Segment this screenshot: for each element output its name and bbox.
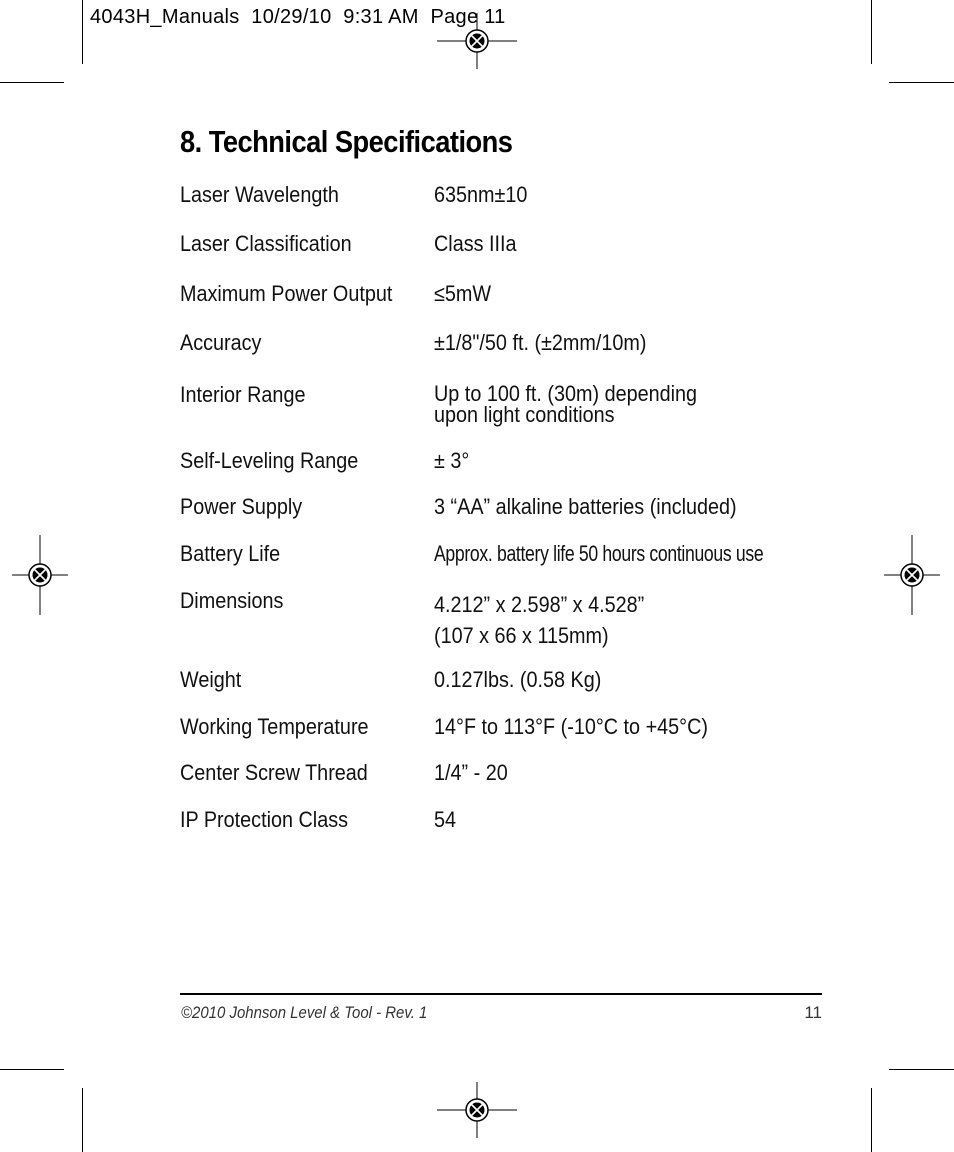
spec-value: ± 3°: [434, 448, 470, 473]
spec-value: ±1/8"/50 ft. (±2mm/10m): [434, 330, 647, 355]
slug-date: 10/29/10: [251, 6, 332, 28]
spec-label: Power Supply: [180, 494, 303, 519]
spec-label: Battery Life: [180, 541, 281, 566]
spec-value: 3 “AA” alkaline batteries (included): [434, 494, 737, 519]
spec-value-line-2: (107 x 66 x 115mm): [434, 623, 609, 648]
crop-mark-top-right-horizontal: [889, 82, 954, 83]
spec-value: 14°F to 113°F (-10°C to +45°C): [434, 714, 708, 739]
spec-label: Self-Leveling Range: [180, 448, 359, 473]
registration-mark-bottom-icon: [437, 1070, 517, 1150]
registration-mark-right-icon: [872, 535, 952, 615]
crop-mark-bottom-right-horizontal: [889, 1069, 954, 1070]
crop-mark-bottom-right-vertical: [871, 1088, 872, 1152]
spec-value: Approx. battery life 50 hours continuous use: [434, 541, 764, 566]
spec-value: [434, 383, 697, 425]
slug-file: 4043H_Manuals: [90, 6, 240, 28]
crop-mark-top-left-vertical: [82, 0, 83, 64]
crop-mark-top-left-horizontal: [0, 82, 64, 83]
crop-mark-top-right-vertical: [871, 0, 872, 64]
section-title: 8. Technical Specifications: [180, 124, 513, 159]
spec-label: Interior Range: [180, 382, 306, 407]
footer-divider: [180, 993, 822, 995]
spec-label: IP Protection Class: [180, 807, 349, 832]
spec-label: Dimensions: [180, 588, 284, 613]
spec-value: ≤5mW: [434, 281, 492, 306]
spec-value-line-2: upon light conditions: [434, 402, 615, 427]
spec-label: Laser Classification: [180, 231, 352, 256]
slug-page: Page 11: [430, 6, 506, 28]
spec-value-line-1: 4.212” x 2.598” x 4.528”: [434, 592, 645, 617]
spec-label: Maximum Power Output: [180, 281, 393, 306]
registration-mark-left-icon: [0, 535, 80, 615]
spec-value: 1/4” - 20: [434, 760, 508, 785]
spec-value: 0.127lbs. (0.58 Kg): [434, 667, 602, 692]
spec-label: Center Screw Thread: [180, 760, 368, 785]
footer-copyright: ©2010 Johnson Level & Tool - Rev. 1: [181, 1003, 428, 1022]
spec-label: Accuracy: [180, 330, 262, 355]
spec-value-line-1: Up to 100 ft. (30m) depending: [434, 381, 698, 406]
spec-label: Laser Wavelength: [180, 182, 339, 207]
footer-page-number: 11: [804, 1003, 822, 1022]
spec-label: Weight: [180, 667, 242, 692]
spec-value: 54: [434, 807, 457, 832]
spec-value: Class IIIa: [434, 231, 517, 256]
slug-time: 9:31 AM: [343, 6, 419, 28]
crop-mark-bottom-left-horizontal: [0, 1069, 64, 1070]
spec-value: [434, 589, 644, 651]
crop-mark-bottom-left-vertical: [82, 1088, 83, 1152]
spec-label: Working Temperature: [180, 714, 369, 739]
spec-value: 635nm±10: [434, 182, 528, 207]
registration-mark-top-icon: [437, 1, 517, 81]
